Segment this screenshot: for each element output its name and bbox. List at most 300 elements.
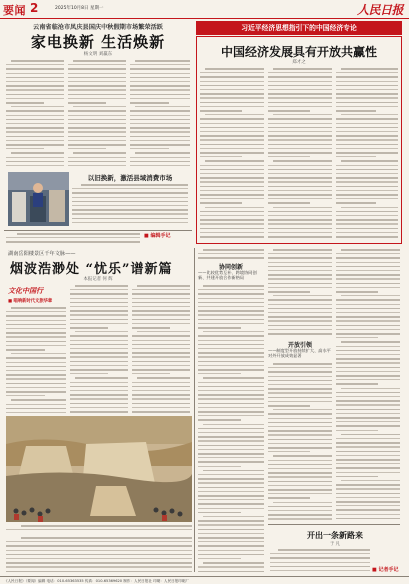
text-line: [268, 89, 332, 90]
text-line: [198, 566, 264, 567]
text-line: [270, 557, 370, 559]
text-line: [268, 211, 332, 213]
text-line: [200, 219, 264, 221]
text-line: [132, 302, 190, 304]
text-line: [336, 425, 400, 427]
text-line: [198, 491, 264, 492]
text-line: [73, 106, 126, 107]
story1-caption: 以旧换新，激活县域消费市场: [87, 174, 173, 182]
text-line: [198, 419, 241, 421]
text-line: [268, 278, 332, 279]
text-line: [6, 391, 66, 393]
text-line: [198, 541, 264, 542]
text-line: [203, 377, 264, 379]
text-line: [336, 476, 378, 478]
text-line: [6, 115, 64, 116]
text-line: [11, 399, 66, 401]
feature-byline: 郑才之: [292, 60, 306, 65]
divider: [4, 230, 192, 231]
text-line: [11, 60, 64, 62]
text-line: [198, 407, 264, 408]
text-line: [6, 383, 66, 385]
story3-byline: 本报记者 何 辉: [83, 277, 113, 282]
text-line: [198, 466, 241, 467]
text-line: [268, 228, 332, 230]
text-line: [198, 440, 264, 441]
text-line: [70, 344, 128, 346]
text-line: [70, 293, 128, 295]
text-line: [336, 198, 398, 199]
text-line: [336, 333, 400, 335]
text-line: [68, 161, 126, 163]
text-line: [70, 335, 128, 337]
text-line: [130, 98, 190, 99]
subhead-coop-lead: ——比较优势互补、跨境协同创新、共建开放合作新格局: [198, 270, 257, 281]
text-line: [6, 140, 64, 141]
appliance-store-photo: [8, 172, 69, 226]
text-line: [198, 449, 264, 450]
text-line: [11, 152, 64, 154]
text-line: [200, 165, 264, 166]
story3-text-col3: [132, 284, 190, 414]
text-line: [268, 460, 332, 461]
text-line: [198, 356, 264, 357]
text-line: [268, 485, 332, 486]
text-line: [336, 484, 400, 486]
text-line: [268, 131, 332, 132]
text-line: [268, 380, 332, 382]
text-line: [198, 293, 264, 295]
text-line: [70, 386, 128, 388]
text-line: [268, 262, 332, 263]
text-line: [336, 283, 400, 285]
text-line: [70, 348, 128, 349]
text-line: [336, 173, 398, 174]
text-line: [336, 396, 400, 397]
text-line: [6, 127, 64, 129]
text-line: [341, 341, 400, 343]
text-line: [6, 89, 64, 90]
text-line: [268, 283, 332, 285]
text-line: [130, 68, 190, 70]
text-line: [198, 314, 264, 315]
text-line: [132, 327, 170, 329]
text-line: [70, 302, 128, 304]
text-line: [137, 331, 190, 332]
text-line: [6, 161, 64, 163]
text-line: [200, 198, 264, 199]
text-line: [336, 85, 398, 87]
text-line: [6, 408, 66, 410]
editor-note-text: [270, 548, 370, 573]
text-line: [336, 262, 400, 263]
text-line: [130, 131, 190, 132]
text-line: [132, 365, 190, 366]
text-line: [68, 127, 126, 129]
text-line: [6, 362, 66, 363]
story3-end-text: [6, 536, 192, 572]
newspaper-logo: 人民日报: [356, 3, 403, 17]
text-line: [336, 274, 400, 276]
text-line: [6, 558, 192, 559]
text-line: [135, 152, 190, 154]
text-line: [336, 350, 400, 352]
text-line: [132, 411, 190, 413]
story3-headline: 烟波浩渺处 “忧乐”谱新篇: [10, 262, 173, 277]
subhead-open: 开放引领: [287, 342, 312, 349]
text-line: [336, 190, 398, 191]
text-line: [268, 127, 332, 129]
text-line: [336, 446, 400, 447]
text-line: [132, 386, 190, 388]
text-line: [198, 571, 264, 572]
text-line: [6, 366, 66, 368]
feature-text-col3: [336, 67, 398, 239]
text-line: [130, 148, 169, 149]
text-line: [70, 327, 108, 329]
text-line: [336, 270, 400, 271]
story1-byline: 杨文明 刘赢东: [83, 52, 113, 57]
text-line: [273, 160, 332, 162]
text-line: [200, 232, 264, 233]
feature-text-col1: [200, 67, 264, 239]
text-line: [70, 323, 128, 324]
text-line: [268, 102, 332, 104]
text-line: [278, 549, 370, 551]
text-line: [336, 316, 400, 318]
text-line: [198, 365, 264, 366]
text-line: [341, 434, 400, 436]
text-line: [336, 438, 400, 439]
text-line: [198, 306, 264, 307]
feature-cont-col2a: [268, 248, 332, 338]
text-line: [336, 379, 400, 380]
text-line: [336, 325, 400, 327]
text-line: [336, 299, 400, 301]
text-line: [6, 571, 192, 572]
text-line: [268, 173, 332, 174]
text-line: [68, 94, 126, 96]
text-line: [132, 398, 190, 399]
text-line: [336, 123, 398, 124]
text-line: [268, 202, 310, 204]
text-line: [6, 395, 45, 396]
text-line: [21, 537, 192, 539]
text-line: [198, 436, 264, 438]
text-line: [198, 550, 264, 551]
text-line: [198, 453, 264, 455]
text-line: [11, 307, 66, 309]
text-line: [336, 93, 398, 95]
text-line: [198, 445, 264, 447]
text-line: [268, 148, 332, 149]
text-line: [341, 68, 398, 70]
text-line: [268, 489, 332, 491]
text-line: [268, 329, 332, 330]
text-line: [70, 373, 108, 374]
text-line: [198, 390, 264, 391]
text-line: [336, 236, 398, 238]
text-line: [198, 529, 264, 531]
text-line: [273, 249, 332, 251]
text-line: [336, 169, 398, 171]
story1-text-col2: [68, 59, 126, 169]
text-line: [6, 123, 64, 124]
text-line: [200, 202, 242, 204]
text-line: [68, 85, 126, 87]
text-line: [268, 316, 332, 318]
text-line: [70, 340, 128, 341]
text-line: [268, 236, 332, 238]
text-line: [70, 407, 128, 408]
text-line: [198, 545, 264, 547]
text-line: [270, 566, 370, 568]
text-line: [198, 302, 264, 304]
text-line: [198, 537, 264, 539]
text-line: [200, 110, 242, 112]
text-line: [72, 197, 188, 198]
text-line: [336, 291, 378, 293]
feature-cont-col1: [198, 284, 264, 572]
text-line: [270, 562, 370, 563]
text-line: [268, 418, 332, 419]
text-line: [268, 165, 332, 166]
text-line: [6, 345, 66, 346]
text-line: [6, 550, 192, 551]
text-line: [198, 495, 264, 497]
text-line: [268, 299, 332, 301]
text-line: [268, 397, 332, 399]
culture-column-note: ■ 唱响新时代文旅华章: [8, 299, 53, 304]
text-line: [336, 135, 398, 137]
text-line: [132, 394, 190, 396]
text-line: [68, 148, 106, 149]
text-line: [268, 135, 332, 137]
text-line: [336, 253, 400, 254]
text-line: [200, 173, 264, 174]
text-line: [268, 76, 332, 78]
text-line: [70, 390, 128, 391]
text-line: [268, 476, 332, 477]
text-line: [198, 461, 264, 463]
text-line: [130, 85, 190, 87]
text-line: [130, 144, 190, 146]
text-line: [205, 160, 264, 162]
text-line: [336, 110, 376, 112]
text-line: [6, 110, 64, 112]
text-line: [70, 352, 128, 354]
text-line: [11, 106, 64, 107]
text-line: [336, 181, 398, 182]
text-line: [6, 81, 64, 82]
text-line: [268, 291, 310, 293]
text-line: [68, 123, 126, 124]
text-line: [198, 512, 241, 514]
text-line: [336, 400, 400, 402]
text-line: [198, 554, 264, 556]
text-line: [336, 219, 398, 221]
text-line: [70, 403, 128, 405]
text-line: [270, 570, 370, 571]
text-line: [73, 152, 126, 154]
text-line: [198, 474, 264, 475]
text-line: [132, 298, 190, 299]
text-line: [130, 77, 190, 79]
text-line: [132, 335, 190, 337]
text-line: [336, 186, 398, 188]
text-line: [336, 488, 400, 489]
text-line: [130, 110, 190, 112]
text-line: [200, 102, 264, 104]
text-line: [130, 81, 190, 82]
text-line: [336, 228, 398, 230]
text-line: [198, 373, 241, 374]
text-line: [6, 336, 66, 337]
text-line: [11, 353, 66, 354]
text-line: [198, 524, 264, 525]
text-line: [6, 541, 192, 542]
text-line: [6, 311, 66, 312]
text-line: [336, 304, 400, 305]
text-line: [336, 81, 398, 82]
text-line: [268, 464, 332, 466]
text-line: [200, 93, 264, 95]
text-line: [6, 387, 66, 388]
text-line: [268, 93, 332, 95]
text-line: [6, 545, 192, 547]
text-line: [132, 407, 190, 408]
text-line: [200, 85, 264, 87]
text-line: [268, 106, 332, 107]
feature-banner: 习近平经济思想指引下的中国经济专论: [196, 21, 402, 35]
text-line: [336, 131, 398, 132]
text-line: [268, 190, 332, 191]
text-line: [132, 344, 190, 346]
text-line: [6, 562, 192, 564]
text-line: [268, 85, 332, 87]
text-line: [132, 382, 190, 383]
date-line: 2025年10月8日 星期一: [55, 6, 104, 11]
text-line: [268, 198, 332, 199]
text-line: [336, 514, 400, 515]
text-line: [203, 562, 264, 564]
text-line: [198, 319, 264, 321]
text-line: [336, 505, 400, 506]
text-line: [336, 501, 400, 503]
text-line: [6, 148, 44, 149]
text-line: [268, 215, 332, 216]
text-line: [203, 331, 264, 332]
text-line: [200, 81, 264, 82]
text-line: [6, 324, 66, 326]
text-line: [341, 388, 400, 389]
text-line: [268, 430, 332, 432]
text-line: [68, 77, 126, 79]
text-line: [72, 205, 188, 206]
text-line: [198, 432, 264, 433]
text-line: [132, 340, 190, 341]
text-line: [198, 487, 264, 489]
text-line: [6, 404, 66, 405]
text-line: [68, 102, 106, 104]
text-line: [72, 218, 188, 220]
text-line: [200, 169, 264, 171]
footer-info: 《人民日报》（要闻）编辑 电话：010-65363535 传真：010-65369620 制作：人民日报社 印刷：人民日报印刷厂: [0, 576, 409, 584]
text-line: [336, 156, 376, 157]
text-line: [70, 310, 128, 312]
text-line: [268, 177, 332, 179]
text-line: [336, 72, 398, 73]
text-line: [68, 144, 126, 146]
subhead-open-lead: ——制度型开放持续扩大、高水平对外开放成效显著: [268, 348, 331, 359]
text-line: [132, 373, 170, 374]
text-line: [336, 308, 400, 310]
story1-kicker: 云南省临沧市凤庆县国庆中秋假期市场繁荣活跃: [33, 24, 163, 31]
text-line: [336, 409, 400, 411]
text-line: [268, 274, 332, 276]
text-line: [336, 127, 398, 129]
text-line: [268, 266, 332, 268]
text-line: [198, 415, 264, 416]
story1-caption-text: [72, 183, 188, 227]
text-line: [130, 119, 190, 121]
text-line: [268, 514, 332, 516]
text-line: [198, 558, 241, 559]
text-line: [336, 194, 398, 196]
text-line: [72, 213, 188, 214]
editor-note-heading: 开出一条新路来: [307, 530, 363, 540]
text-line: [200, 190, 264, 191]
text-line: [198, 361, 264, 363]
text-line: [6, 357, 66, 359]
text-line: [68, 140, 126, 141]
text-line: [130, 127, 190, 129]
text-line: [6, 374, 66, 376]
text-line: [200, 89, 264, 90]
text-line: [268, 257, 332, 259]
text-line: [200, 97, 264, 98]
text-line: [273, 363, 332, 365]
text-line: [70, 361, 128, 363]
text-line: [68, 136, 126, 138]
text-line: [21, 525, 192, 527]
text-line: [72, 188, 188, 189]
text-line: [132, 314, 190, 315]
text-line: [336, 354, 400, 355]
text-line: [336, 518, 400, 520]
text-line: [336, 106, 398, 107]
text-line: [336, 337, 378, 338]
text-line: [198, 253, 264, 254]
story1-end-text: [6, 232, 140, 246]
editor-note-byline: 于 凡: [330, 542, 340, 547]
text-line: [200, 135, 264, 137]
feature-cont-col2b: [268, 362, 332, 522]
text-line: [68, 98, 126, 99]
text-line: [68, 115, 126, 116]
text-line: [6, 85, 64, 87]
story1-text-col1: [6, 59, 64, 169]
text-line: [6, 157, 64, 158]
text-line: [268, 468, 332, 469]
text-line: [17, 233, 140, 235]
text-line: [200, 181, 264, 182]
text-line: [70, 314, 128, 315]
text-line: [132, 293, 190, 295]
text-line: [203, 516, 264, 517]
text-line: [130, 102, 169, 104]
text-line: [198, 369, 264, 371]
